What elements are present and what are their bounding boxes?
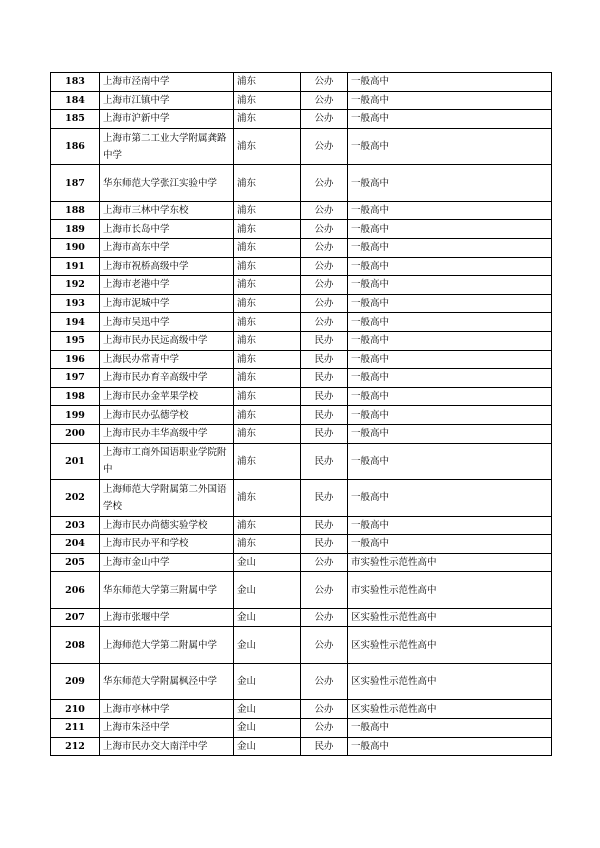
row-number-cell: 192 [51, 276, 100, 295]
table-row [51, 110, 552, 129]
school-name-cell: 上海市民办育辛高级中学 [100, 369, 234, 388]
table-row [51, 443, 552, 480]
row-number-cell: 190 [51, 238, 100, 257]
district-cell: 浦东 [234, 331, 301, 350]
school-type-cell: 公办 [301, 220, 348, 239]
school-name-cell: 上海市金山中学 [100, 553, 234, 572]
district-cell: 浦东 [234, 128, 301, 165]
row-number-cell: 205 [51, 553, 100, 572]
table-row [51, 276, 552, 295]
school-level-cell: 市实验性示范性高中 [348, 553, 552, 572]
school-name-cell: 上海市民办丰华高级中学 [100, 424, 234, 443]
school-name-cell: 上海市民办平和学校 [100, 535, 234, 554]
district-cell: 金山 [234, 627, 301, 664]
district-cell: 浦东 [234, 276, 301, 295]
school-name-cell: 上海市祝桥高级中学 [100, 257, 234, 276]
district-cell: 浦东 [234, 313, 301, 332]
school-level-cell: 市实验性示范性高中 [348, 572, 552, 609]
table-row [51, 737, 552, 756]
row-number-cell: 197 [51, 369, 100, 388]
row-number-cell: 187 [51, 165, 100, 202]
table-row [51, 535, 552, 554]
row-number-cell: 212 [51, 737, 100, 756]
school-type-cell: 民办 [301, 737, 348, 756]
row-number-cell: 207 [51, 608, 100, 627]
table-row [51, 369, 552, 388]
district-cell: 金山 [234, 553, 301, 572]
row-number-cell: 194 [51, 313, 100, 332]
school-level-cell: 一般高中 [348, 128, 552, 165]
school-level-cell: 一般高中 [348, 165, 552, 202]
school-type-cell: 公办 [301, 201, 348, 220]
school-name-cell: 上海市民办金苹果学校 [100, 387, 234, 406]
table-row [51, 257, 552, 276]
district-cell: 浦东 [234, 257, 301, 276]
district-cell: 浦东 [234, 201, 301, 220]
row-number-cell: 200 [51, 424, 100, 443]
school-level-cell: 一般高中 [348, 220, 552, 239]
school-type-cell: 公办 [301, 110, 348, 129]
school-type-cell: 公办 [301, 700, 348, 719]
table-row [51, 165, 552, 202]
table-row [51, 350, 552, 369]
school-type-cell: 民办 [301, 331, 348, 350]
school-table-body [51, 73, 552, 756]
table-row [51, 387, 552, 406]
school-name-cell: 上海市泥城中学 [100, 294, 234, 313]
school-type-cell: 民办 [301, 350, 348, 369]
school-type-cell: 公办 [301, 313, 348, 332]
school-level-cell: 区实验性示范性高中 [348, 700, 552, 719]
school-type-cell: 民办 [301, 480, 348, 517]
school-type-cell: 公办 [301, 128, 348, 165]
school-type-cell: 民办 [301, 443, 348, 480]
school-level-cell: 一般高中 [348, 718, 552, 737]
district-cell: 浦东 [234, 73, 301, 92]
row-number-cell: 184 [51, 91, 100, 110]
row-number-cell: 188 [51, 201, 100, 220]
school-level-cell: 一般高中 [348, 73, 552, 92]
district-cell: 金山 [234, 572, 301, 609]
school-type-cell: 公办 [301, 257, 348, 276]
district-cell: 金山 [234, 700, 301, 719]
table-row [51, 406, 552, 425]
school-type-cell: 民办 [301, 535, 348, 554]
district-cell: 浦东 [234, 516, 301, 535]
school-level-cell: 区实验性示范性高中 [348, 663, 552, 700]
school-name-cell: 上海市民办弘德学校 [100, 406, 234, 425]
district-cell: 浦东 [234, 387, 301, 406]
school-name-cell: 上海民办常青中学 [100, 350, 234, 369]
district-cell: 浦东 [234, 443, 301, 480]
school-name-cell: 上海师范大学第二附属中学 [100, 627, 234, 664]
school-level-cell: 一般高中 [348, 238, 552, 257]
district-cell: 浦东 [234, 294, 301, 313]
table-row [51, 201, 552, 220]
school-name-cell: 上海市朱泾中学 [100, 718, 234, 737]
school-level-cell: 一般高中 [348, 350, 552, 369]
school-type-cell: 公办 [301, 663, 348, 700]
row-number-cell: 186 [51, 128, 100, 165]
school-name-cell: 上海市泾南中学 [100, 73, 234, 92]
school-level-cell: 一般高中 [348, 276, 552, 295]
row-number-cell: 211 [51, 718, 100, 737]
row-number-cell: 191 [51, 257, 100, 276]
school-name-cell: 上海市沪新中学 [100, 110, 234, 129]
school-name-cell: 上海市民办尚德实验学校 [100, 516, 234, 535]
school-table [50, 72, 552, 756]
school-level-cell: 一般高中 [348, 110, 552, 129]
school-type-cell: 公办 [301, 572, 348, 609]
school-type-cell: 民办 [301, 516, 348, 535]
school-type-cell: 公办 [301, 553, 348, 572]
table-row [51, 516, 552, 535]
school-name-cell: 上海师范大学附属第二外国语学校 [100, 480, 234, 517]
school-level-cell: 一般高中 [348, 737, 552, 756]
district-cell: 浦东 [234, 369, 301, 388]
table-row [51, 238, 552, 257]
table-row [51, 627, 552, 664]
school-type-cell: 民办 [301, 424, 348, 443]
row-number-cell: 210 [51, 700, 100, 719]
district-cell: 金山 [234, 663, 301, 700]
table-row [51, 91, 552, 110]
school-type-cell: 公办 [301, 608, 348, 627]
school-name-cell: 上海市第二工业大学附属龚路中学 [100, 128, 234, 165]
school-level-cell: 一般高中 [348, 443, 552, 480]
school-type-cell: 公办 [301, 718, 348, 737]
table-row [51, 572, 552, 609]
school-level-cell: 一般高中 [348, 406, 552, 425]
row-number-cell: 183 [51, 73, 100, 92]
row-number-cell: 193 [51, 294, 100, 313]
school-type-cell: 民办 [301, 406, 348, 425]
school-type-cell: 公办 [301, 238, 348, 257]
district-cell: 金山 [234, 737, 301, 756]
table-row [51, 663, 552, 700]
school-type-cell: 公办 [301, 294, 348, 313]
school-type-cell: 公办 [301, 73, 348, 92]
row-number-cell: 201 [51, 443, 100, 480]
school-name-cell: 上海市工商外国语职业学院附中 [100, 443, 234, 480]
school-level-cell: 一般高中 [348, 516, 552, 535]
school-level-cell: 一般高中 [348, 201, 552, 220]
district-cell: 浦东 [234, 238, 301, 257]
school-name-cell: 上海市长岛中学 [100, 220, 234, 239]
table-row [51, 608, 552, 627]
school-name-cell: 上海市民办交大南洋中学 [100, 737, 234, 756]
school-level-cell: 一般高中 [348, 535, 552, 554]
school-name-cell: 华东师范大学附属枫泾中学 [100, 663, 234, 700]
table-row [51, 313, 552, 332]
district-cell: 浦东 [234, 110, 301, 129]
school-level-cell: 一般高中 [348, 294, 552, 313]
district-cell: 浦东 [234, 220, 301, 239]
district-cell: 浦东 [234, 165, 301, 202]
school-name-cell: 上海市亭林中学 [100, 700, 234, 719]
district-cell: 浦东 [234, 480, 301, 517]
school-level-cell: 一般高中 [348, 91, 552, 110]
school-name-cell: 上海市民办民远高级中学 [100, 331, 234, 350]
row-number-cell: 204 [51, 535, 100, 554]
school-name-cell: 华东师范大学张江实验中学 [100, 165, 234, 202]
row-number-cell: 185 [51, 110, 100, 129]
district-cell: 浦东 [234, 424, 301, 443]
school-type-cell: 民办 [301, 369, 348, 388]
school-level-cell: 区实验性示范性高中 [348, 608, 552, 627]
school-name-cell: 上海市吴迅中学 [100, 313, 234, 332]
school-level-cell: 一般高中 [348, 257, 552, 276]
table-row [51, 424, 552, 443]
row-number-cell: 198 [51, 387, 100, 406]
row-number-cell: 202 [51, 480, 100, 517]
school-type-cell: 公办 [301, 276, 348, 295]
school-level-cell: 一般高中 [348, 424, 552, 443]
school-level-cell: 一般高中 [348, 387, 552, 406]
district-cell: 浦东 [234, 535, 301, 554]
district-cell: 浦东 [234, 350, 301, 369]
school-level-cell: 一般高中 [348, 480, 552, 517]
row-number-cell: 199 [51, 406, 100, 425]
school-type-cell: 民办 [301, 387, 348, 406]
school-name-cell: 上海市张堰中学 [100, 608, 234, 627]
table-row [51, 718, 552, 737]
row-number-cell: 208 [51, 627, 100, 664]
school-name-cell: 上海市三林中学东校 [100, 201, 234, 220]
table-row [51, 294, 552, 313]
row-number-cell: 196 [51, 350, 100, 369]
table-row [51, 73, 552, 92]
district-cell: 金山 [234, 718, 301, 737]
table-row [51, 128, 552, 165]
school-type-cell: 公办 [301, 91, 348, 110]
row-number-cell: 209 [51, 663, 100, 700]
school-level-cell: 区实验性示范性高中 [348, 627, 552, 664]
school-name-cell: 上海市老港中学 [100, 276, 234, 295]
row-number-cell: 195 [51, 331, 100, 350]
school-level-cell: 一般高中 [348, 331, 552, 350]
district-cell: 浦东 [234, 91, 301, 110]
school-level-cell: 一般高中 [348, 369, 552, 388]
district-cell: 浦东 [234, 406, 301, 425]
table-row [51, 553, 552, 572]
school-type-cell: 公办 [301, 627, 348, 664]
table-row [51, 331, 552, 350]
school-name-cell: 上海市高东中学 [100, 238, 234, 257]
table-row [51, 220, 552, 239]
school-name-cell: 上海市江镇中学 [100, 91, 234, 110]
table-row [51, 700, 552, 719]
school-level-cell: 一般高中 [348, 313, 552, 332]
row-number-cell: 206 [51, 572, 100, 609]
row-number-cell: 203 [51, 516, 100, 535]
district-cell: 金山 [234, 608, 301, 627]
table-row [51, 480, 552, 517]
row-number-cell: 189 [51, 220, 100, 239]
school-name-cell: 华东师范大学第三附属中学 [100, 572, 234, 609]
school-type-cell: 公办 [301, 165, 348, 202]
